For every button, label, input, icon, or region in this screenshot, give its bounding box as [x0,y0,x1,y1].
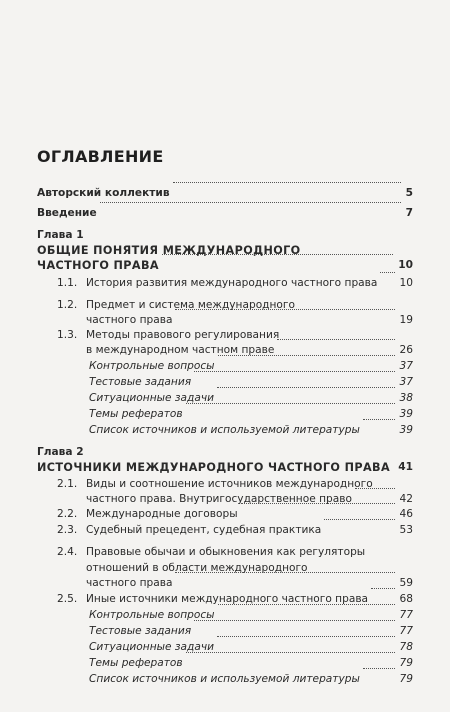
section-entry-text: Международные договоры [86,508,238,520]
section-entry-text: Судебный прецедент, судебная практика [86,524,322,536]
toc-entry-text: Введение [37,207,97,219]
section-number: 1.1. [57,277,78,289]
section-entry-text: отношений в области международного [86,562,308,574]
dot-leader [218,604,395,605]
extra-entry-text: Тестовые задания [89,376,192,388]
page-number: 41 [398,461,413,473]
extra-entry-text: Контрольные вопросы [89,609,215,621]
chapter-title: ОБЩИЕ ПОНЯТИЯ МЕЖДУНАРОДНОГО [37,244,301,257]
chapter-label: Глава 1 [37,229,84,241]
section-entry-text: Виды и соотношение источников международного [86,478,373,490]
page-number: 7 [405,207,413,219]
page-number: 59 [399,577,413,589]
section-number: 1.3. [57,329,78,341]
page-number: 10 [399,277,413,289]
page-number: 5 [405,187,413,199]
page-number: 46 [399,508,413,520]
page-number: 39 [399,424,413,436]
extra-entry-text: Список источников и используемой литературы [89,673,360,685]
section-entry-text: Правовые обычаи и обыкновения как регуляторы [86,546,366,558]
dot-leader [363,419,395,420]
section-entry-text: в международном частном праве [86,344,275,356]
page-number: 77 [399,609,413,621]
dot-leader [241,503,395,504]
dot-leader [363,668,395,669]
section-entry-text: частного права. Внутригосударственное право [86,493,352,505]
dot-leader [162,254,393,255]
page-number: 68 [399,593,413,605]
section-number: 2.3. [57,524,78,536]
page-number: 38 [399,392,413,404]
section-entry-text: частного права [86,577,173,589]
chapter-label: Глава 2 [37,446,84,458]
dot-leader [380,272,394,273]
dot-leader [175,309,394,310]
dot-leader [355,488,395,489]
page-number: 53 [399,524,413,536]
extra-entry-text: Ситуационные задачи [89,641,214,653]
page-number: 42 [399,493,413,505]
dot-leader [217,636,395,637]
section-entry-text: Предмет и система международного [86,299,295,311]
section-entry-text: История развития международного частного права [86,277,378,289]
section-number: 2.2. [57,508,78,520]
section-entry-text: частного права [86,314,173,326]
page-number: 79 [399,657,413,669]
chapter-title-text: ИСТОЧНИКИ МЕЖДУНАРОДНОГО ЧАСТНОГО ПРАВА [37,461,391,474]
extra-entry-text: Ситуационные задачи [89,392,214,404]
dot-leader [175,572,394,573]
dot-leader [186,652,395,653]
toc-heading: ОГЛАВЛЕНИЕ [37,147,164,166]
page-number: 19 [399,314,413,326]
extra-entry-text: Список источников и используемой литературы [89,424,360,436]
dot-leader [218,355,395,356]
page-number: 37 [399,360,413,372]
section-number: 1.2. [57,299,78,311]
page-number: 78 [399,641,413,653]
page-number: 39 [399,408,413,420]
dot-leader [217,387,395,388]
dot-leader [194,371,394,372]
dot-leader [324,519,394,520]
page-number: 37 [399,376,413,388]
section-entry-text: Иные источники международного частного права [86,593,369,605]
toc-entry-text: Авторский коллектив [37,187,170,199]
extra-entry-text: Темы рефератов [89,657,183,669]
extra-entry-text: Тестовые задания [89,625,192,637]
page-number: 77 [399,625,413,637]
section-number: 2.5. [57,593,78,605]
section-entry-text: Методы правового регулирования [86,329,280,341]
extra-entry-text: Контрольные вопросы [89,360,215,372]
page-number: 10 [398,259,413,271]
extra-entry-text: Темы рефератов [89,408,183,420]
section-number: 2.1. [57,478,78,490]
dot-leader [173,182,401,183]
section-number: 2.4. [57,546,78,558]
dot-leader [371,588,394,589]
dot-leader [194,620,394,621]
page-number: 79 [399,673,413,685]
page-number: 26 [399,344,413,356]
chapter-title-text: ЧАСТНОГО ПРАВА [37,259,159,272]
dot-leader [277,339,394,340]
dot-leader [100,202,401,203]
dot-leader [186,403,395,404]
